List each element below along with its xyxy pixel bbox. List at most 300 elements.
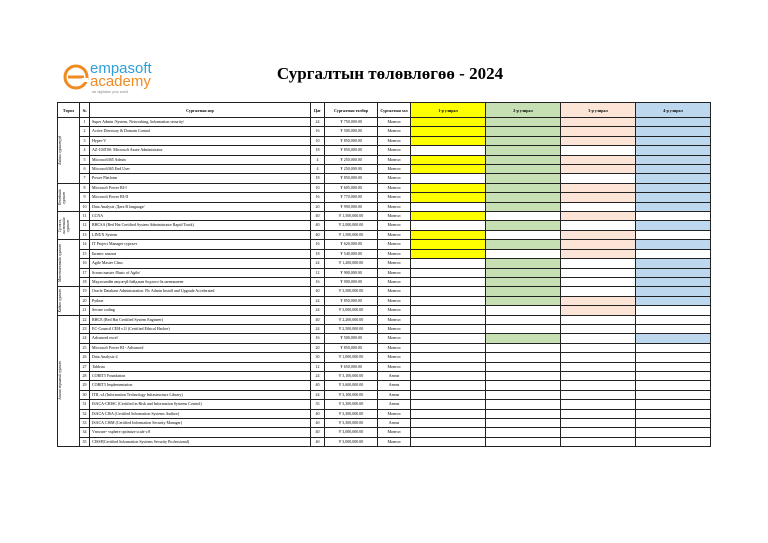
quarter-4-cell — [636, 400, 711, 409]
table-row — [58, 136, 711, 145]
course-fee: ₮ 850,000.00 — [325, 174, 378, 183]
quarter-4-cell — [636, 428, 711, 437]
course-name: Microsoft Power BI-II — [90, 193, 311, 202]
quarter-4-cell — [636, 165, 711, 174]
table-row — [58, 409, 711, 418]
quarter-3-cell — [561, 409, 636, 418]
quarter-1-cell — [411, 268, 486, 277]
header-q2: 2-р улирал — [486, 103, 561, 118]
quarter-3-cell — [561, 400, 636, 409]
quarter-1-cell — [411, 315, 486, 324]
course-language: Монгол — [378, 165, 411, 174]
quarter-4-cell — [636, 343, 711, 352]
quarter-4-cell — [636, 212, 711, 221]
course-language: Монгол — [378, 353, 411, 362]
quarter-4-cell — [636, 381, 711, 390]
course-hours: 40 — [311, 315, 325, 324]
table-row — [58, 212, 711, 221]
quarter-1-cell — [411, 249, 486, 258]
table-row — [58, 428, 711, 437]
quarter-1-cell — [411, 183, 486, 192]
course-hours: 18 — [311, 249, 325, 258]
course-fee: ₮ 3,600,000.00 — [325, 381, 378, 390]
course-fee: ₮ 770,000.00 — [325, 193, 378, 202]
course-name: RHCSA (Red Hat Certified System Administrator Rapid Track) — [90, 221, 311, 230]
quarter-2-cell — [486, 155, 561, 164]
course-hours: 16 — [311, 240, 325, 249]
row-number: 11 — [80, 212, 90, 221]
quarter-3-cell — [561, 287, 636, 296]
quarter-1-cell — [411, 259, 486, 268]
row-number: 12 — [80, 221, 90, 230]
course-name: IT Project Manager сургалт — [90, 240, 311, 249]
quarter-1-cell — [411, 221, 486, 230]
quarter-2-cell — [486, 428, 561, 437]
quarter-2-cell — [486, 296, 561, 305]
course-fee: ₮ 850,000.00 — [325, 296, 378, 305]
course-hours: 40 — [311, 221, 325, 230]
quarter-1-cell — [411, 400, 486, 409]
quarter-1-cell — [411, 419, 486, 428]
header-fee: Сургалтын төлбөр — [325, 103, 378, 118]
course-language: Монгол — [378, 230, 411, 239]
quarter-3-cell — [561, 315, 636, 324]
category-cell — [58, 183, 80, 211]
course-name: Super Admin /System, Networking, Information security/ — [90, 118, 311, 127]
quarter-3-cell — [561, 155, 636, 164]
course-language: Монгол — [378, 193, 411, 202]
quarter-2-cell — [486, 353, 561, 362]
course-language: Монгол — [378, 287, 411, 296]
empasoft-academy-logo — [62, 57, 172, 97]
quarter-3-cell — [561, 268, 636, 277]
table-row — [58, 419, 711, 428]
training-plan-table — [57, 102, 711, 447]
quarter-2-cell — [486, 212, 561, 221]
quarter-2-cell — [486, 306, 561, 315]
row-number: 29 — [80, 381, 90, 390]
table-row — [58, 249, 711, 258]
quarter-2-cell — [486, 390, 561, 399]
course-language: Монгол — [378, 174, 411, 183]
header-no: № — [80, 103, 90, 118]
quarter-2-cell — [486, 343, 561, 352]
category-label: Сүлжээ, системийн сургалт — [58, 217, 70, 235]
course-fee: ₮ 900,000.00 — [325, 268, 378, 277]
table-row — [58, 381, 711, 390]
category-label: Бэйсик сургалтууд — [58, 136, 62, 165]
course-fee: ₮ 1,000,000.00 — [325, 353, 378, 362]
quarter-2-cell — [486, 118, 561, 127]
course-language: Монгол — [378, 324, 411, 333]
quarter-2-cell — [486, 259, 561, 268]
quarter-3-cell — [561, 371, 636, 380]
quarter-3-cell — [561, 259, 636, 268]
course-fee: ₮ 3,300,000.00 — [325, 409, 378, 418]
quarter-2-cell — [486, 334, 561, 343]
quarter-3-cell — [561, 136, 636, 145]
row-number: 16 — [80, 259, 90, 268]
course-fee: ₮ 250,000.00 — [325, 155, 378, 164]
row-number: 25 — [80, 343, 90, 352]
row-number: 19 — [80, 287, 90, 296]
course-language: Монгол — [378, 315, 411, 324]
course-language: Монгол — [378, 268, 411, 277]
course-hours: 10 — [311, 183, 325, 192]
row-number: 35 — [80, 437, 90, 446]
quarter-4-cell — [636, 183, 711, 192]
quarter-4-cell — [636, 118, 711, 127]
quarter-4-cell — [636, 174, 711, 183]
course-hours: 18 — [311, 146, 325, 155]
course-hours: 20 — [311, 202, 325, 211]
quarter-2-cell — [486, 409, 561, 418]
quarter-2-cell — [486, 371, 561, 380]
category-label: Өгөгдлийн сургалт — [58, 189, 66, 206]
course-hours: 16 — [311, 193, 325, 202]
quarter-3-cell — [561, 362, 636, 371]
quarter-3-cell — [561, 390, 636, 399]
course-hours: 24 — [311, 306, 325, 315]
row-number: 9 — [80, 193, 90, 202]
course-hours: 40 — [311, 381, 325, 390]
course-fee: ₮ 2,200,000.00 — [325, 315, 378, 324]
course-name: Oracle Database Administration 19c Admin Install and Upgrade Accelerated — [90, 287, 311, 296]
row-number: 22 — [80, 315, 90, 324]
quarter-1-cell — [411, 146, 486, 155]
row-number: 34 — [80, 428, 90, 437]
row-number: 4 — [80, 146, 90, 155]
table-row — [58, 183, 711, 192]
quarter-2-cell — [486, 183, 561, 192]
quarter-1-cell — [411, 136, 486, 145]
table-row — [58, 400, 711, 409]
quarter-1-cell — [411, 230, 486, 239]
table-row — [58, 343, 711, 352]
course-fee: ₮ 900,000.00 — [325, 277, 378, 286]
quarter-4-cell — [636, 249, 711, 258]
course-name: Vmware- vsphere optimize scale v.8 — [90, 428, 311, 437]
course-hours: 12 — [311, 362, 325, 371]
category-cell — [58, 212, 80, 240]
course-hours: 18 — [311, 174, 325, 183]
quarter-2-cell — [486, 324, 561, 333]
row-number: 7 — [80, 174, 90, 183]
course-language: Англи — [378, 400, 411, 409]
table-row — [58, 437, 711, 446]
course-language: Монгол — [378, 118, 411, 127]
quarter-1-cell — [411, 240, 486, 249]
course-fee: ₮ 2,500,000.00 — [325, 324, 378, 333]
course-hours: 40 — [311, 230, 325, 239]
table-row — [58, 202, 711, 211]
quarter-1-cell — [411, 296, 486, 305]
course-name: Мэдээллийн аюулгүй байдлын бодлого ба менежмент — [90, 277, 311, 286]
quarter-3-cell — [561, 230, 636, 239]
row-number: 2 — [80, 127, 90, 136]
course-language: Монгол — [378, 136, 411, 145]
page-title: Сургалтын төлөвлөгөө - 2024 — [276, 64, 504, 83]
course-name: EC-Council CEH v11 (Certified Ethical Hacker) — [90, 324, 311, 333]
table-row — [58, 174, 711, 183]
quarter-2-cell — [486, 268, 561, 277]
quarter-4-cell — [636, 155, 711, 164]
quarter-1-cell — [411, 165, 486, 174]
quarter-1-cell — [411, 390, 486, 399]
quarter-3-cell — [561, 146, 636, 155]
quarter-2-cell — [486, 202, 561, 211]
quarter-3-cell — [561, 174, 636, 183]
course-fee: ₮ 605,000.00 — [325, 183, 378, 192]
quarter-3-cell — [561, 118, 636, 127]
course-fee: ₮ 3,000,000.00 — [325, 437, 378, 446]
header-name: Сургалтын нэр — [90, 103, 311, 118]
course-name: Python — [90, 296, 311, 305]
course-name: CISSP(Certified Information Systems Security Professional) — [90, 437, 311, 446]
table-row — [58, 390, 711, 399]
row-number: 8 — [80, 183, 90, 192]
row-number: 6 — [80, 165, 90, 174]
table-row — [58, 193, 711, 202]
quarter-1-cell — [411, 371, 486, 380]
course-hours: 4 — [311, 155, 325, 164]
row-number: 31 — [80, 400, 90, 409]
quarter-4-cell — [636, 268, 711, 277]
course-language: Монгол — [378, 362, 411, 371]
course-fee: ₮ 3,100,000.00 — [325, 371, 378, 380]
table-row — [58, 259, 711, 268]
course-hours: 4 — [311, 165, 325, 174]
course-name: Бизнес анализ — [90, 249, 311, 258]
row-number: 10 — [80, 202, 90, 211]
course-fee: ₮ 990,000.00 — [325, 202, 378, 211]
quarter-2-cell — [486, 400, 561, 409]
course-fee: ₮ 3,500,000.00 — [325, 287, 378, 296]
quarter-4-cell — [636, 193, 711, 202]
category-label: Менежментийн сургалт — [58, 244, 62, 283]
category-cell — [58, 118, 80, 184]
course-fee: ₮ 500,000.00 — [325, 334, 378, 343]
table-row — [58, 240, 711, 249]
quarter-1-cell — [411, 277, 486, 286]
quarter-4-cell — [636, 306, 711, 315]
quarter-4-cell — [636, 221, 711, 230]
table-body — [58, 118, 711, 447]
row-number: 26 — [80, 353, 90, 362]
row-number: 21 — [80, 306, 90, 315]
quarter-4-cell — [636, 296, 711, 305]
quarter-1-cell — [411, 174, 486, 183]
course-name: ISACA-CRISC (Certified in Risk and Information Systems Control) — [90, 400, 311, 409]
course-language: Монгол — [378, 240, 411, 249]
course-language: Монгол — [378, 155, 411, 164]
course-fee: ₮ 250,000.00 — [325, 165, 378, 174]
quarter-3-cell — [561, 306, 636, 315]
quarter-1-cell — [411, 212, 486, 221]
table-row — [58, 277, 711, 286]
course-fee: ₮ 750,000.00 — [325, 118, 378, 127]
quarter-2-cell — [486, 221, 561, 230]
course-fee: ₮ 2,000,000.00 — [325, 221, 378, 230]
quarter-4-cell — [636, 353, 711, 362]
quarter-3-cell — [561, 277, 636, 286]
course-language: Монгол — [378, 212, 411, 221]
quarter-3-cell — [561, 296, 636, 305]
course-language: Монгол — [378, 334, 411, 343]
row-number: 32 — [80, 409, 90, 418]
row-number: 20 — [80, 296, 90, 305]
row-number: 30 — [80, 390, 90, 399]
table-row — [58, 268, 711, 277]
row-number: 17 — [80, 268, 90, 277]
course-hours: 24 — [311, 371, 325, 380]
quarter-2-cell — [486, 165, 561, 174]
table-row — [58, 118, 711, 127]
table-row — [58, 362, 711, 371]
quarter-1-cell — [411, 306, 486, 315]
course-language: Монгол — [378, 409, 411, 418]
quarter-3-cell — [561, 221, 636, 230]
course-name: Microsoft Power BI - Advanced — [90, 343, 311, 352]
logo-word-empasoft: empasoft — [90, 60, 152, 77]
quarter-4-cell — [636, 287, 711, 296]
course-name: ISACA CISA (Certified Information Systems Auditor) — [90, 409, 311, 418]
row-number: 27 — [80, 362, 90, 371]
row-number: 3 — [80, 136, 90, 145]
quarter-1-cell — [411, 362, 486, 371]
course-hours: 16 — [311, 277, 325, 286]
course-name: Advanced excel — [90, 334, 311, 343]
course-fee: ₮ 3,000,000.00 — [325, 306, 378, 315]
course-name: CCNA — [90, 212, 311, 221]
quarter-4-cell — [636, 277, 711, 286]
category-label: Ахисан түвшний сургалт — [58, 361, 62, 401]
row-number: 33 — [80, 419, 90, 428]
course-fee: ₮ 1,500,000.00 — [325, 212, 378, 221]
course-language: Монгол — [378, 437, 411, 446]
table-row — [58, 371, 711, 380]
course-name: Scrum master /Basic of Agile/ — [90, 268, 311, 277]
course-language: Монгол — [378, 183, 411, 192]
course-name: Power Platform — [90, 174, 311, 183]
quarter-2-cell — [486, 249, 561, 258]
quarter-3-cell — [561, 127, 636, 136]
category-cell — [58, 240, 80, 287]
course-fee: ₮ 650,000.00 — [325, 362, 378, 371]
row-number: 28 — [80, 371, 90, 380]
row-number: 13 — [80, 230, 90, 239]
course-name: RHCE (Red Hat Certified System Engineer) — [90, 315, 311, 324]
course-name: ISACA CISM (Certified Information Security Manager) — [90, 419, 311, 428]
quarter-2-cell — [486, 136, 561, 145]
course-hours: 40 — [311, 419, 325, 428]
quarter-3-cell — [561, 165, 636, 174]
header-q4: 4-р улирал — [636, 103, 711, 118]
row-number: 15 — [80, 249, 90, 258]
course-name: ITIL v4 (Information Technology Infrastructure Library) — [90, 390, 311, 399]
quarter-1-cell — [411, 155, 486, 164]
course-language: Монгол — [378, 343, 411, 352]
course-hours: 40 — [311, 287, 325, 296]
row-number: 14 — [80, 240, 90, 249]
course-fee: ₮ 3,300,000.00 — [325, 419, 378, 428]
course-language: Монгол — [378, 277, 411, 286]
quarter-4-cell — [636, 409, 711, 418]
course-hours: 24 — [311, 259, 325, 268]
course-name: Microsoft Power BI-I — [90, 183, 311, 192]
category-label: Кодит сургалт — [58, 289, 62, 313]
course-language: Монгол — [378, 127, 411, 136]
logo-e-icon — [62, 63, 90, 91]
course-fee: ₮ 500,000.00 — [325, 127, 378, 136]
table-row — [58, 155, 711, 164]
quarter-4-cell — [636, 230, 711, 239]
course-language: Англи — [378, 419, 411, 428]
quarter-2-cell — [486, 277, 561, 286]
course-name: COBIT5 Implementation — [90, 381, 311, 390]
course-hours: 24 — [311, 118, 325, 127]
course-fee: ₮ 850,000.00 — [325, 146, 378, 155]
quarter-3-cell — [561, 212, 636, 221]
logo-tagline: we digitalize your world — [92, 90, 129, 94]
course-fee: ₮ 850,000.00 — [325, 136, 378, 145]
quarter-4-cell — [636, 419, 711, 428]
quarter-2-cell — [486, 174, 561, 183]
quarter-2-cell — [486, 193, 561, 202]
course-fee: ₮ 620,000.00 — [325, 240, 378, 249]
table-row — [58, 324, 711, 333]
quarter-1-cell — [411, 287, 486, 296]
quarter-2-cell — [486, 315, 561, 324]
course-hours: 40 — [311, 437, 325, 446]
table-row — [58, 334, 711, 343]
quarter-2-cell — [486, 146, 561, 155]
quarter-3-cell — [561, 381, 636, 390]
course-hours: 24 — [311, 390, 325, 399]
course-name: LINUX System — [90, 230, 311, 239]
quarter-4-cell — [636, 240, 711, 249]
quarter-4-cell — [636, 371, 711, 380]
quarter-4-cell — [636, 390, 711, 399]
table-row — [58, 306, 711, 315]
course-hours: 40 — [311, 409, 325, 418]
quarter-4-cell — [636, 136, 711, 145]
course-name: Hyper-V — [90, 136, 311, 145]
quarter-3-cell — [561, 334, 636, 343]
course-fee: ₮ 540,000.00 — [325, 249, 378, 258]
row-number: 5 — [80, 155, 90, 164]
course-fee: ₮ 3,100,000.00 — [325, 390, 378, 399]
course-fee: ₮ 3,300,000.00 — [325, 400, 378, 409]
quarter-3-cell — [561, 202, 636, 211]
quarter-1-cell — [411, 127, 486, 136]
course-language: Монгол — [378, 296, 411, 305]
course-language: Англи — [378, 390, 411, 399]
logo-word-academy: academy — [90, 73, 151, 90]
course-language: Монгол — [378, 249, 411, 258]
quarter-1-cell — [411, 193, 486, 202]
category-cell — [58, 287, 80, 315]
course-language: Монгол — [378, 146, 411, 155]
course-name: Active Directory & Domain Control — [90, 127, 311, 136]
course-hours: 16 — [311, 334, 325, 343]
quarter-1-cell — [411, 202, 486, 211]
quarter-4-cell — [636, 315, 711, 324]
quarter-1-cell — [411, 428, 486, 437]
course-hours: 30 — [311, 353, 325, 362]
course-fee: ₮ 1,200,000.00 — [325, 259, 378, 268]
quarter-1-cell — [411, 343, 486, 352]
